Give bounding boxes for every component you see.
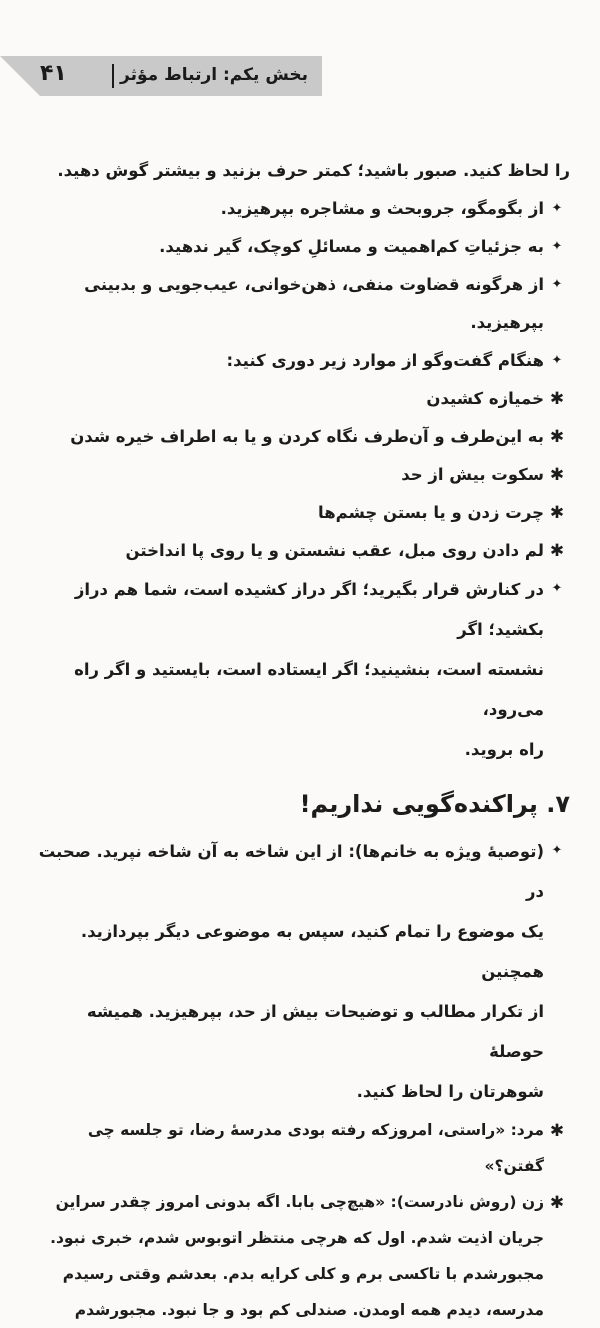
paragraph-line: راه بروید. xyxy=(464,740,544,759)
asterisk-icon: ✱ xyxy=(549,541,565,561)
bullet-item xyxy=(36,342,570,380)
bullet-diamond-icon: ✦ xyxy=(551,353,563,368)
bullet-diamond-icon: ✦ xyxy=(551,277,563,292)
paragraph-line: نشسته است، بنشینید؛ اگر ایستاده است، بایستید و اگر راه می‌رود، xyxy=(74,660,544,719)
header-band-cap xyxy=(0,56,40,96)
paragraph-line: شوهرتان را لحاظ کنید. xyxy=(356,1082,544,1101)
bullet-item xyxy=(36,228,570,266)
bullet-diamond-icon: ✦ xyxy=(551,581,563,596)
bullet-text: از بگومگو، جروبحث و مشاجره بپرهیزید. xyxy=(220,199,544,218)
sub-item-text: سکوت بیش از حد xyxy=(401,465,544,484)
intro-line: را لحاظ کنید. صبور باشید؛ کمتر حرف بزنید و بیشتر گوش دهید. xyxy=(57,161,570,180)
dialog-woman xyxy=(36,1184,570,1328)
section-heading: ۷. پراکنده‌گویی نداریم! xyxy=(299,790,570,818)
bullet-diamond-icon: ✦ xyxy=(551,239,563,254)
bullet-item xyxy=(36,832,570,1112)
dialog-line: زن (روش نادرست): «هیچ‌چی بابا. اگه بدونی امروز چقدر سراین xyxy=(55,1193,544,1211)
sub-item xyxy=(36,380,570,418)
asterisk-icon: ✱ xyxy=(549,389,565,409)
bullet-text: هنگام گفت‌وگو از موارد زیر دوری کنید: xyxy=(226,351,544,370)
asterisk-icon: ✱ xyxy=(549,1193,565,1213)
sub-item xyxy=(36,418,570,456)
bullet-diamond-icon: ✦ xyxy=(551,201,563,216)
bullet-item xyxy=(36,190,570,228)
bullet-item xyxy=(36,570,570,770)
page-header xyxy=(0,56,322,96)
section-title: بخش یکم: ارتباط مؤثر xyxy=(120,65,308,85)
dialog-line: مجبورشدم با تاکسی برم و کلی کرایه بدم. بعدشم وقتی رسیدم xyxy=(62,1265,544,1283)
sub-item-text: به این‌طرف و آن‌طرف نگاه کردن و یا به اطراف خیره شدن xyxy=(70,427,544,446)
bullet-item xyxy=(36,266,570,342)
page-body xyxy=(36,152,570,1328)
header-separator xyxy=(112,64,114,88)
dialog-line: مدرسه، دیدم همه اومدن. صندلی کم بود و جا نبود. مجبورشدم xyxy=(74,1301,544,1319)
dialog-line: جریان اذیت شدم. اول که هرچی منتظر اتوبوس شدم، خبری نبود. xyxy=(50,1229,544,1247)
bullet-text: به جزئیاتِ کم‌اهمیت و مسائلِ کوچک، گیر ندهید. xyxy=(159,237,544,256)
dialog-line: مرد: «راستی، امروزکه رفته بودی مدرسهٔ رضا، تو جلسه چی xyxy=(87,1121,544,1139)
asterisk-icon: ✱ xyxy=(549,465,565,485)
asterisk-icon: ✱ xyxy=(549,503,565,523)
paragraph-line: (توصیهٔ ویژه به خانم‌ها): از این شاخه به آن شاخه نپرید. صحبت در xyxy=(38,842,544,901)
asterisk-icon: ✱ xyxy=(549,1121,565,1141)
sub-item xyxy=(36,494,570,532)
sub-item xyxy=(36,456,570,494)
dialog-man xyxy=(36,1112,570,1184)
paragraph-line: از تکرار مطالب و توضیحات بیش از حد، بپرهیزید. همیشه حوصلهٔ xyxy=(86,1002,544,1061)
dialog-line: گفتن؟» xyxy=(484,1157,544,1175)
sub-item xyxy=(36,532,570,570)
paragraph-line: در کنارش قرار بگیرید؛ اگر دراز کشیده است، شما هم دراز بکشید؛ اگر xyxy=(74,580,544,639)
page-number: ۴۱ xyxy=(40,61,67,86)
bullet-diamond-icon: ✦ xyxy=(551,843,563,858)
sub-item-text: چرت زدن و یا بستن چشم‌ها xyxy=(318,503,544,522)
bullet-text: از هرگونه قضاوت منفی، ذهن‌خوانی، عیب‌جویی و بدبینی بپرهیزید. xyxy=(84,275,544,332)
sub-item-text: لم دادن روی مبل، عقب نشستن و یا روی پا انداختن xyxy=(125,541,544,560)
asterisk-icon: ✱ xyxy=(549,427,565,447)
paragraph-line: یک موضوع را تمام کنید، سپس به موضوعی دیگر بپردازید. همچنین xyxy=(80,922,544,981)
sub-item-text: خمیازه کشیدن xyxy=(426,389,544,408)
